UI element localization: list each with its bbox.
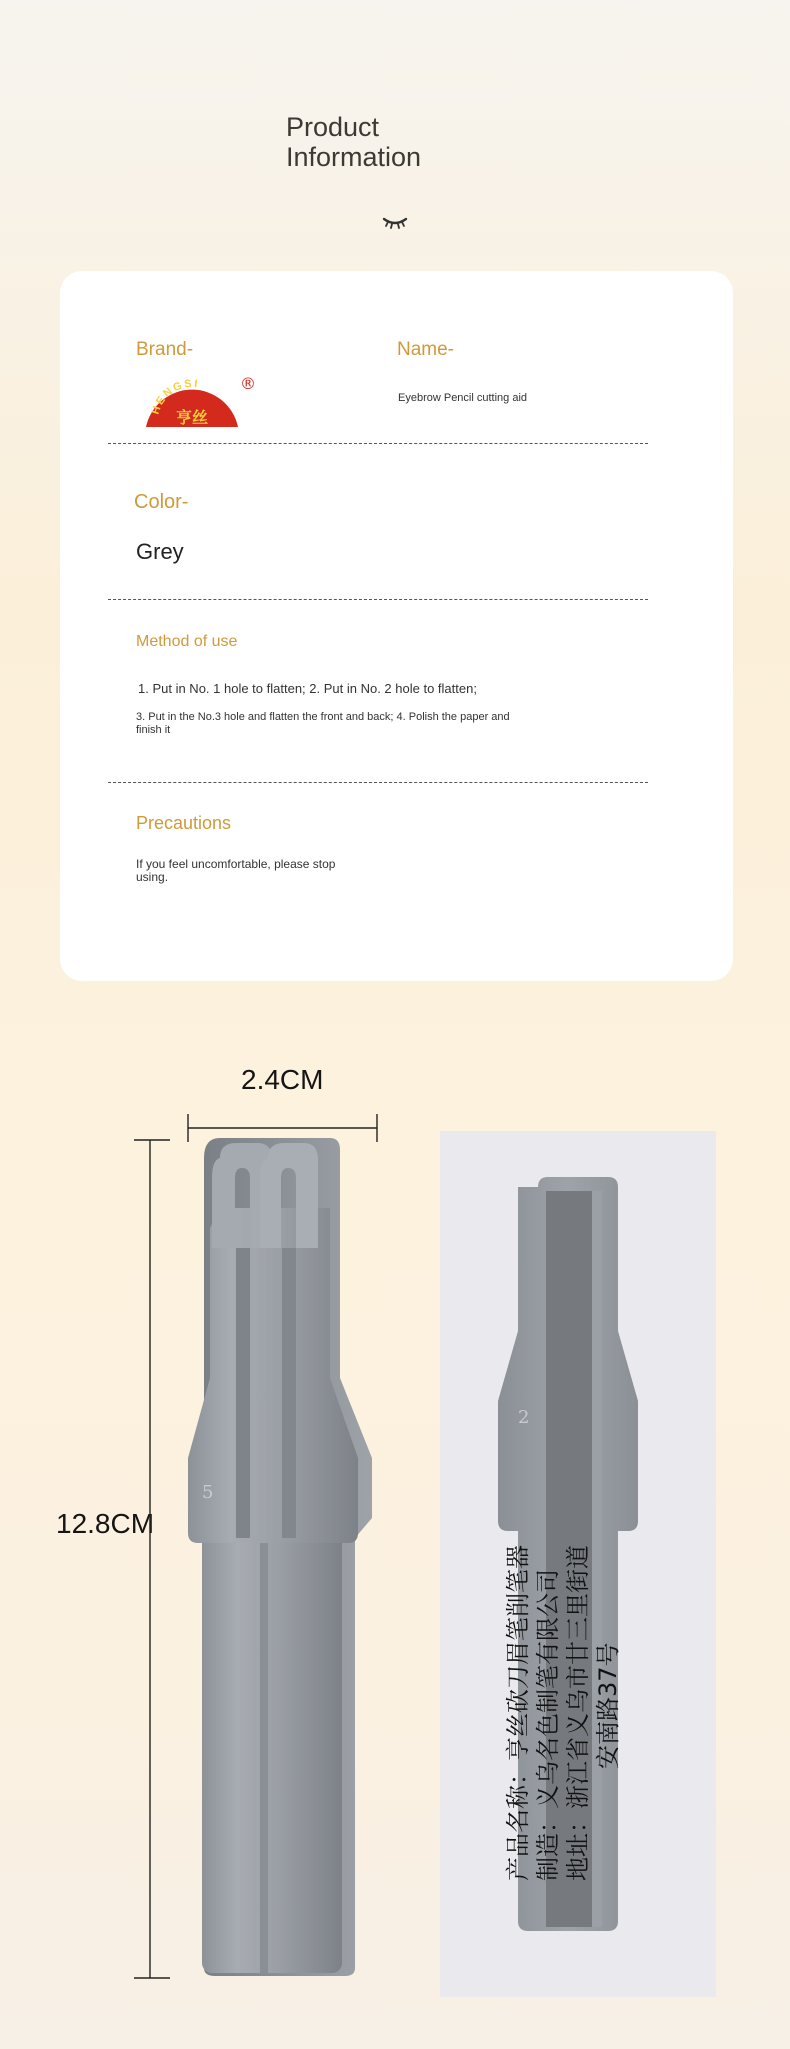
method-step-1-2: 1. Put in No. 1 hole to flatten; 2. Put in No. 2 hole to flatten;	[138, 681, 477, 696]
name-label: Name-	[397, 339, 455, 360]
color-value: Grey	[136, 539, 184, 564]
svg-text:®: ®	[240, 374, 254, 393]
product-photo-side	[440, 1131, 716, 1997]
brand-label: Brand-	[136, 339, 194, 360]
color-label: Color-	[134, 491, 189, 513]
package-label-line-2: 制造：义乌名色制笔有限公司	[534, 1569, 562, 1881]
height-dimension-label: 12.8CM	[56, 1508, 155, 1539]
svg-text:亨丝: 亨丝	[175, 408, 209, 427]
precautions-text: If you feel uncomfortable, please stop using.	[136, 857, 336, 884]
package-label-line-4: 安南路37号	[594, 1642, 622, 1769]
package-label-line-3: 地址：浙江省义乌市廿三里街道	[564, 1545, 592, 1881]
method-step-3-4: 3. Put in the No.3 hole and flatten the front and back; 4. Polish the paper and finish it	[136, 711, 510, 736]
precautions-label: Precautions	[136, 813, 232, 833]
product-image-front	[180, 1138, 400, 1983]
width-dimension-label: 2.4CM	[241, 1064, 324, 1095]
method-label: Method of use	[136, 633, 238, 650]
product-name-value: Eyebrow Pencil cutting aid	[398, 392, 528, 404]
package-label-line-1: 产品名称：亨丝砍刀眉笔削笔器	[504, 1545, 532, 1881]
page-title: Product Information	[286, 112, 422, 172]
hole-number-left: 5	[202, 1482, 214, 1503]
hole-number-right: 2	[518, 1407, 530, 1428]
svg-text:HENGSI: HENGSI	[149, 377, 200, 416]
